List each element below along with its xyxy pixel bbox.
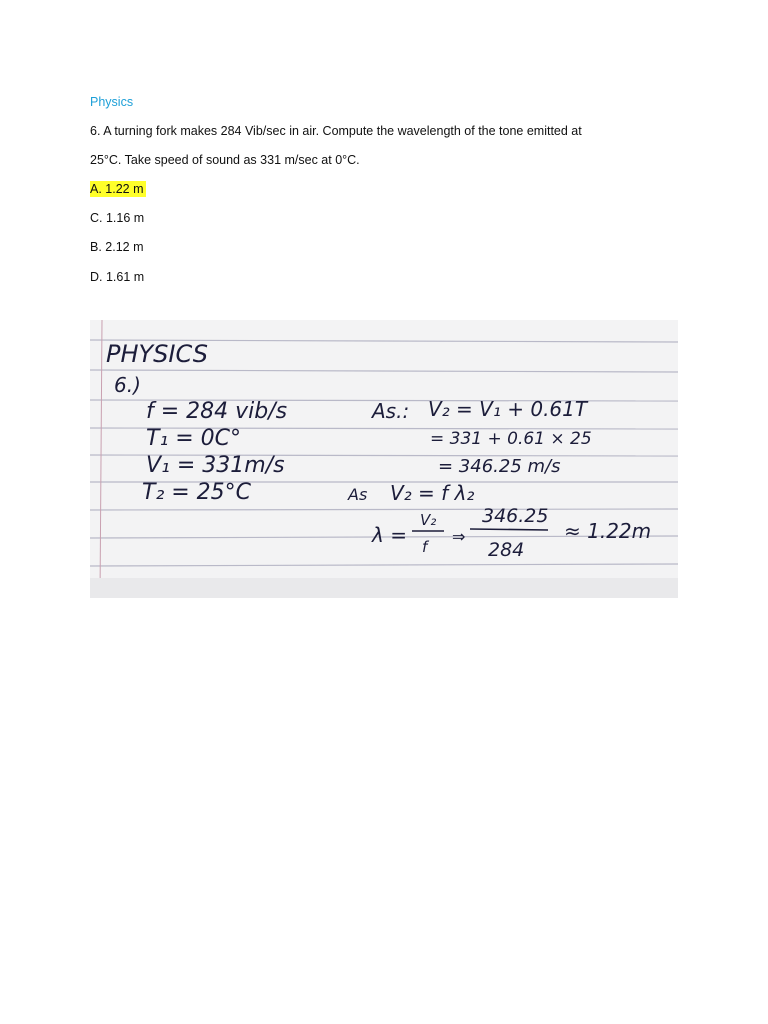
value-denominator: 284 [488,539,525,561]
given-temp-2: T₂ = 25°C [142,480,252,505]
question-text-line-1: 6. A turning fork makes 284 Vib/sec in air. Compute the wavelength of the tone emitted at [90,124,582,138]
option-c: C. 1.16 m [90,211,145,225]
given-velocity-1: V₁ = 331m/s [146,453,285,478]
lambda-numerator: V₂ [420,511,437,529]
handwritten-solution-image [90,320,678,598]
formula-label: As.: [372,399,410,423]
lambda-result: ≈ 1.22m [564,519,652,543]
notes-question-number: 6.) [114,373,141,397]
lambda-denominator: f [422,538,428,556]
formula-line-2: = 331 + 0.61 × 25 [430,429,592,449]
formula-line-3: = 346.25 m/s [438,456,561,477]
relation-label: As [348,485,368,504]
notebook-paper [90,320,678,598]
formula-line-1: V₂ = V₁ + 0.61T [428,397,588,421]
question-text-line-2: 25°C. Take speed of sound as 331 m/sec at 0°C. [90,153,360,167]
subject-heading: Physics [90,95,134,109]
value-numerator: 346.25 [482,505,549,527]
paper-edge [90,578,678,598]
given-frequency: f = 284 vib/s [146,399,288,424]
option-d: D. 1.61 m [90,270,145,284]
option-b: B. 2.12 m [90,240,144,254]
given-temp-1: T₁ = 0C° [146,426,242,451]
value-fraction-bar [470,529,548,530]
lambda-lhs: λ = [372,523,407,547]
relation-formula: V₂ = f λ₂ [390,481,475,505]
notes-heading: PHYSICS [106,340,208,368]
arrow-symbol: ⇒ [452,527,466,546]
margin-line [100,320,102,598]
option-a-correct: A. 1.22 m [90,182,144,196]
